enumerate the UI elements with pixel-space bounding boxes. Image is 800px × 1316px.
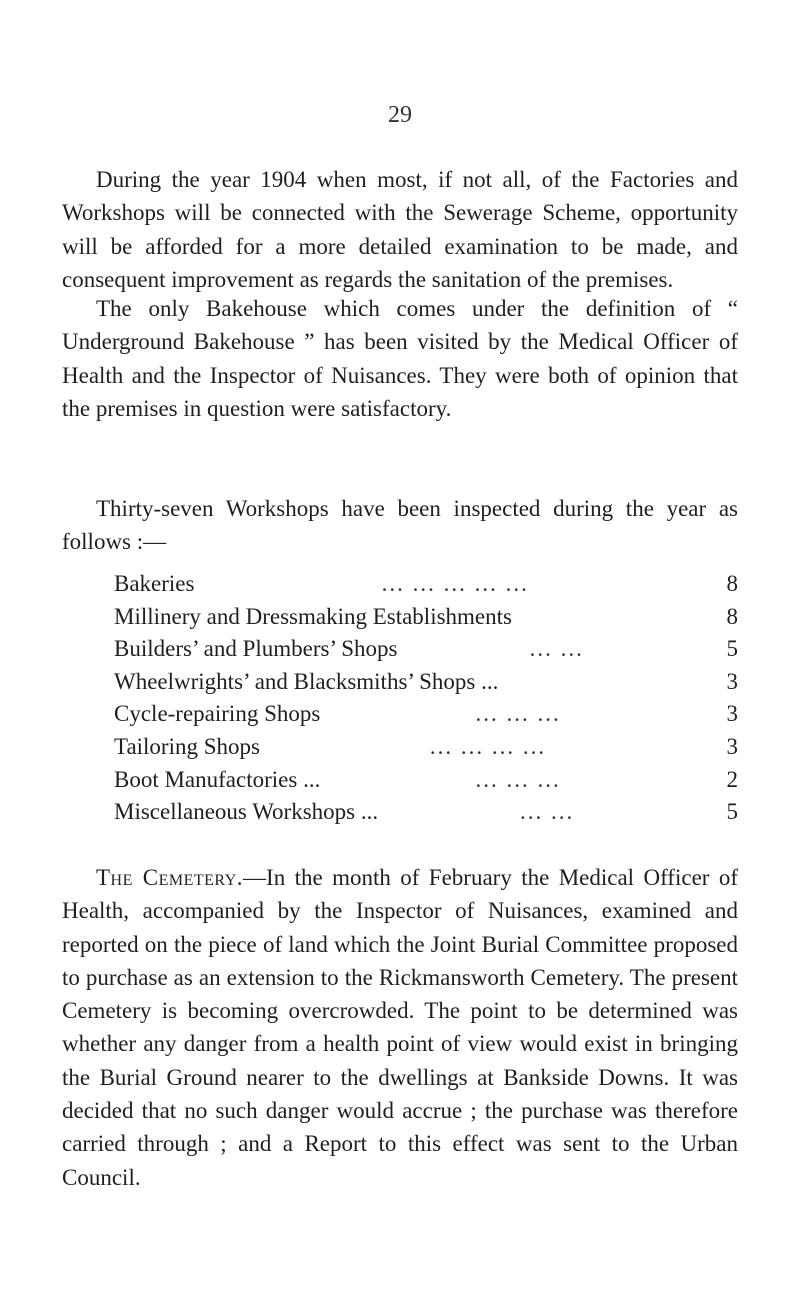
table-row [114,568,738,601]
workshop-label: Miscellaneous Workshops ... [114,799,379,825]
leader-dots: ... ... ... ... ... [381,571,529,596]
workshops-table [114,568,738,829]
paragraph-workshops-intro: Thirty-seven Workshops have been inspected during the year as follows :— [62,496,738,555]
leader-dots: ... ... [519,799,575,825]
workshop-label: Wheelwrights’ and Blacksmiths’ Shops ... [114,668,499,694]
workshop-label: Bakeries [114,571,195,596]
workshop-label: Tailoring Shops [114,733,260,759]
table-row [114,601,738,634]
paragraph-factories: During the year 1904 when most, if not all, of the Factories and Workshops will be connected with the Sewerage Scheme, opportunity will be afforded for a more detailed examination to be made, and consequent improvement as regards the sanitation of the premises. [62,167,738,292]
workshop-label: Builders’ and Plumbers’ Shops [114,636,398,662]
workshop-count: 3 [726,668,738,694]
leader-dots: ... ... [529,636,584,662]
workshop-label: Millinery and Dressmaking Establishments [114,603,512,629]
workshop-count: 8 [726,571,738,596]
table-row [114,764,738,797]
workshop-count: 2 [726,766,738,792]
table-row [114,796,738,829]
workshop-count: 5 [726,636,738,662]
table-row [114,666,738,699]
paragraph-cemetery [62,861,738,1194]
workshop-count: 3 [726,701,738,727]
workshop-label: Cycle-repairing Shops [114,701,321,727]
table-row [114,731,738,764]
leader-dots: ... ... ... [475,701,561,727]
cemetery-heading: The Cemetery. [96,865,244,890]
leader-dots: ... ... ... ... [429,733,547,759]
workshop-count: 8 [726,603,738,629]
leader-dots: ... ... ... [475,766,561,792]
workshop-label: Boot Manufactories ... [114,766,321,792]
workshop-count: 5 [726,799,738,825]
workshop-count: 3 [726,733,738,759]
cemetery-text: —In the month of February the Medical Officer of Health, accompanied by the Inspector of Nuisances, examined and reported on the piece of land which the Joint Burial Committee proposed to purchase as an extension to the Rickmansworth Cemetery. The present Cemetery is becoming overcrowded. The point to be determined was whether any danger from a health point of view would exist in bringing the Burial Ground nearer to the dwellings at Bankside Downs. It was decided that no such danger would accrue ; the purchase was therefore carried through ; and a Report to this effect was sent to the Urban Council. [62,865,738,1190]
paragraph-bakehouse: The only Bakehouse which comes under the definition of “ Underground Bakehouse ” has been visited by the Medical Officer of Health and the Inspector of Nuisances. They were both of opinion that the premises in question were satisfactory. [62,296,738,421]
table-row [114,633,738,666]
table-row [114,698,738,731]
page-number: 29 [388,102,412,128]
